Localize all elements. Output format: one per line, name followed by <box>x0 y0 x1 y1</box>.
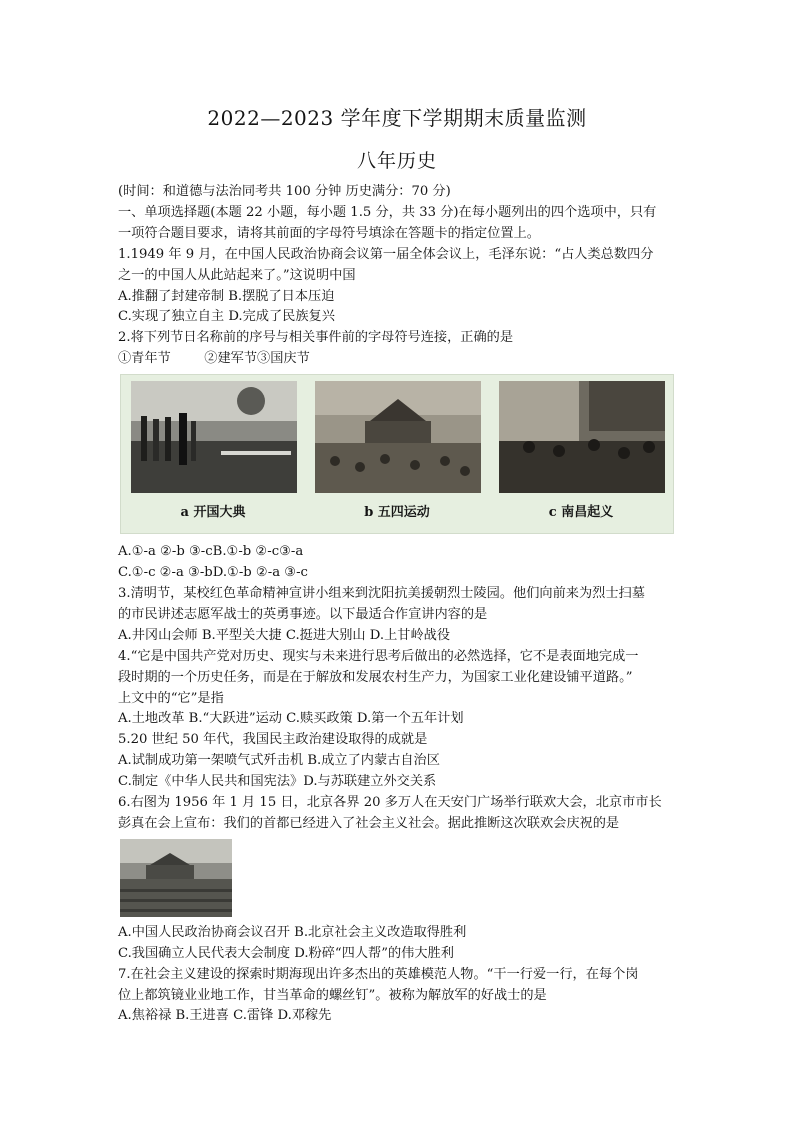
section-instruction-line1: 一、单项选择题(本题 22 小题，每小题 1.5 分，共 33 分)在每小题列出的四个选项中，只有 <box>118 204 657 220</box>
q1-stem-line1: 1.1949 年 9 月，在中国人民政治协商会议第一届全体会议上，毛泽东说：“占人类总数四分 <box>118 246 654 262</box>
q2-items: ①青年节 ②建军节③国庆节 <box>118 351 310 367</box>
q2-photo-strip <box>120 374 674 534</box>
q6-stem-line2: 彭真在会上宣布：我们的首都已经进入了社会主义社会。据此推断这次联欢会庆祝的是 <box>118 815 620 831</box>
q3-options: A.井冈山会师 B.平型关大捷 C.挺进大别山 D.上甘岭战役 <box>118 627 451 643</box>
q1-options-ab: A.推翻了封建帝制 B.摆脱了日本压迫 <box>118 288 335 304</box>
q5-options-cd: C.制定《中华人民共和国宪法》D.与苏联建立外交关系 <box>118 774 437 790</box>
q4-stem-line1: 4.“它是中国共产党对历史、现实与未来进行思考后做出的必然选择，它不是表面地完成一 <box>118 648 639 664</box>
photo-founding-ceremony <box>131 381 297 493</box>
q7-options: A.焦裕禄 B.王进喜 C.雷锋 D.邓稼先 <box>118 1008 332 1024</box>
q3-stem-line1: 3.清明节，某校红色革命精神宣讲小组来到沈阳抗美援朝烈士陵园。他们向前来为烈士扫墓 <box>118 585 645 601</box>
q7-stem-line1: 7.在社会主义建设的探索时期海现出许多杰出的英雄模范人物。“干一行爱一行，在每个岗 <box>118 966 639 982</box>
q6-options-ab: A.中国人民政治协商会议召开 B.北京社会主义改造取得胜利 <box>118 924 467 940</box>
exam-body <box>118 182 678 1027</box>
q2-stem: 2.将下列节日名称前的序号与相关事件前的字母符号连接，正确的是 <box>118 330 514 346</box>
q2-options-ab: A.①-a ②-b ③-cB.①-b ②-c③-a <box>118 544 304 560</box>
caption-b: b 五四运动 <box>364 505 430 521</box>
q3-stem-line2: 的市民讲述志愿军战士的英勇事迹。以下最适合作宣讲内容的是 <box>118 606 488 622</box>
q4-stem-line3: 上文中的“它”是指 <box>118 690 224 706</box>
exam-title: 2022—2023 学年度下学期期末质量监测 <box>207 106 587 130</box>
q1-stem-line2: 之一的中国人从此站起来了。”这说明中国 <box>118 267 356 283</box>
q2-options-cd: C.①-c ②-a ③-bD.①-b ②-a ③-c <box>118 565 308 581</box>
section-instruction-line2: 一项符合题目要求，请将其前面的字母符号填涂在答题卡的指定位置上。 <box>118 225 540 241</box>
q1-options-cd: C.实现了独立自主 D.完成了民族复兴 <box>118 309 335 325</box>
photo-nanchang-uprising <box>499 381 665 493</box>
exam-subtitle: 八年历史 <box>356 150 437 172</box>
caption-c: c 南昌起义 <box>548 505 614 521</box>
q4-stem-line2: 段时期的一个历史任务，而是在于解放和发展农村生产力，为国家工业化建设铺平道路。” <box>118 669 633 685</box>
q6-options-cd: C.我国确立人民代表大会制度 D.粉碎“四人帮”的伟大胜利 <box>118 945 454 961</box>
q7-stem-line2: 位上都筑镜业业地工作，甘当革命的螺丝钉”。被称为解放军的好战士的是 <box>118 987 547 1003</box>
photo-tiananmen-rally <box>120 839 232 917</box>
caption-a: a 开国大典 <box>180 505 246 521</box>
exam-info: (时间：和道德与法治同考共 100 分钟 历史满分：70 分) <box>118 184 451 199</box>
photo-may-fourth <box>315 381 481 493</box>
q5-stem: 5.20 世纪 50 年代，我国民主政治建设取得的成就是 <box>118 732 428 748</box>
q5-options-ab: A.试制成功第一架喷气式歼击机 B.成立了内蒙古自治区 <box>118 753 440 769</box>
q4-options: A.土地改革 B.“大跃进”运动 C.赎买政策 D.第一个五年计划 <box>118 711 464 727</box>
q6-stem-line1: 6.右图为 1956 年 1 月 15 日，北京各界 20 多万人在天安门广场举行联欢大会，北京市市长 <box>118 795 662 811</box>
